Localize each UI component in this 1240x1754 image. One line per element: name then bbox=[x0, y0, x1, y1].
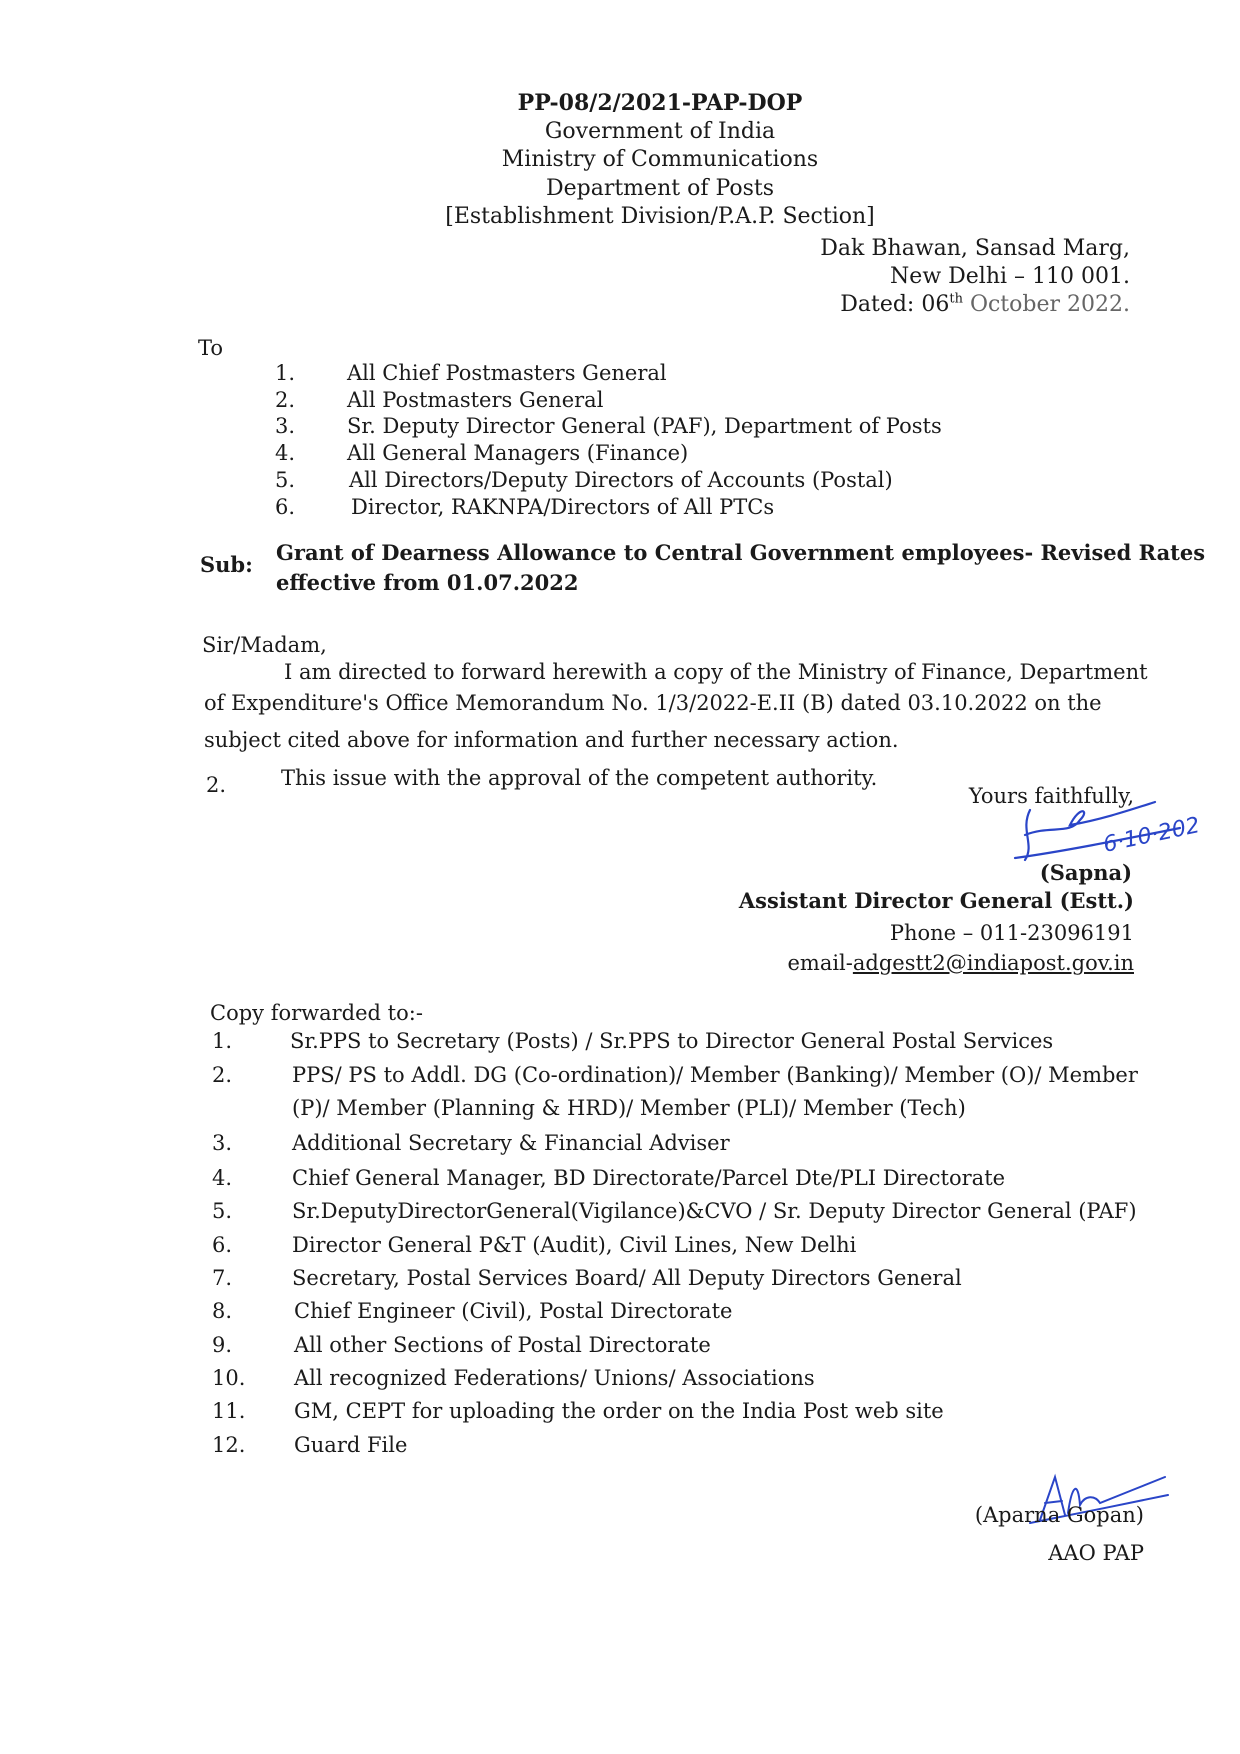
copy-item-text: Chief Engineer (Civil), Postal Directorate bbox=[294, 1299, 733, 1323]
copy-item-number: 2. bbox=[212, 1063, 233, 1087]
subject-label: Sub: bbox=[200, 552, 253, 577]
signatory-designation: Assistant Director General (Estt.) bbox=[738, 888, 1134, 913]
copy-forwarded-label: Copy forwarded to:- bbox=[210, 1001, 423, 1025]
copy-item-number: 10. bbox=[212, 1366, 246, 1390]
para2-text: This issue with the approval of the competent authority. bbox=[281, 766, 878, 790]
address-line-1: Dak Bhawan, Sansad Marg, bbox=[820, 236, 1130, 261]
to-item-number: 5. bbox=[275, 468, 296, 492]
signatory-name: (Sapna) bbox=[1039, 860, 1132, 885]
dated-label: Dated: bbox=[840, 292, 915, 317]
copy-item-text: Sr.DeputyDirectorGeneral(Vigilance)&CVO / Sr. Deputy Director General (PAF) bbox=[292, 1199, 1137, 1223]
signatory-email-line bbox=[787, 950, 1134, 976]
header-ministry: Ministry of Communications bbox=[501, 147, 819, 172]
to-item-text: Director, RAKNPA/Directors of All PTCs bbox=[351, 495, 775, 519]
to-label: To bbox=[198, 336, 224, 360]
to-item-text: All Postmasters General bbox=[347, 388, 604, 412]
signatory-phone: Phone – 011-23096191 bbox=[889, 921, 1134, 945]
subject-line-1: Grant of Dearness Allowance to Central Government employees- Revised Rates bbox=[276, 540, 1206, 565]
email-label: email- bbox=[787, 951, 853, 975]
copy-item-number: 1. bbox=[212, 1029, 233, 1053]
copy-item-number: 4. bbox=[212, 1166, 233, 1190]
para2-number: 2. bbox=[206, 773, 227, 797]
copy-item-number: 11. bbox=[212, 1399, 246, 1423]
copy-item-text: PPS/ PS to Addl. DG (Co-ordination)/ Member (Banking)/ Member (O)/ Member bbox=[292, 1063, 1138, 1087]
to-item-number: 4. bbox=[275, 441, 296, 465]
to-item-text: Sr. Deputy Director General (PAF), Department of Posts bbox=[347, 414, 942, 438]
date-rest: October 2022. bbox=[969, 292, 1130, 317]
copy-item-text: GM, CEPT for uploading the order on the India Post web site bbox=[294, 1399, 944, 1423]
to-item-number: 3. bbox=[275, 414, 296, 438]
closing: Yours faithfully, bbox=[968, 784, 1134, 808]
to-item-text: All Chief Postmasters General bbox=[347, 361, 667, 385]
signature-date-handwriting: 6·10·202 bbox=[1101, 813, 1203, 858]
copy-item-number: 5. bbox=[212, 1199, 233, 1223]
header-government: Government of India bbox=[544, 119, 776, 144]
to-item-number: 1. bbox=[275, 361, 296, 385]
copy-item-text: Director General P&T (Audit), Civil Lines, New Delhi bbox=[292, 1233, 857, 1257]
copy-item-text: All recognized Federations/ Unions/ Associations bbox=[294, 1366, 815, 1390]
copy-item-number: 8. bbox=[212, 1299, 233, 1323]
para1-line-1: I am directed to forward herewith a copy of the Ministry of Finance, Department bbox=[284, 660, 1148, 684]
address-line-2: New Delhi – 110 001. bbox=[890, 264, 1130, 289]
subject-line-2: effective from 01.07.2022 bbox=[276, 570, 579, 595]
date-line bbox=[840, 291, 1130, 319]
header-department: Department of Posts bbox=[545, 176, 775, 201]
footer-signatory-name: (Aparna Gopan) bbox=[974, 1503, 1144, 1527]
email-link[interactable]: adgestt2@indiapost.gov.in bbox=[852, 951, 1134, 975]
copy-item-number: 3. bbox=[212, 1131, 233, 1155]
copy-item-number: 9. bbox=[212, 1333, 233, 1357]
copy-item-text-line-2: (P)/ Member (Planning & HRD)/ Member (PLI)/ Member (Tech) bbox=[292, 1096, 966, 1120]
copy-item-text: All other Sections of Postal Directorate bbox=[294, 1333, 711, 1357]
copy-item-number: 7. bbox=[212, 1266, 233, 1290]
to-item-number: 2. bbox=[275, 388, 296, 412]
copy-item-text: Chief General Manager, BD Directorate/Parcel Dte/PLI Directorate bbox=[292, 1166, 1006, 1190]
to-item-text: All Directors/Deputy Directors of Accounts (Postal) bbox=[349, 468, 893, 492]
footer-signatory-designation: AAO PAP bbox=[1048, 1541, 1144, 1565]
salutation: Sir/Madam, bbox=[202, 633, 327, 657]
to-item-text: All General Managers (Finance) bbox=[347, 441, 689, 465]
para1-line-3: subject cited above for information and further necessary action. bbox=[204, 728, 899, 752]
copy-item-number: 12. bbox=[212, 1433, 246, 1457]
header-division: [Establishment Division/P.A.P. Section] bbox=[445, 204, 875, 229]
copy-item-text: Additional Secretary & Financial Adviser bbox=[292, 1131, 730, 1155]
copy-item-text: Secretary, Postal Services Board/ All Deputy Directors General bbox=[292, 1266, 962, 1290]
para1-line-2: of Expenditure's Office Memorandum No. 1/3/2022-E.II (B) dated 03.10.2022 on the bbox=[204, 691, 1102, 715]
date-day: 06 bbox=[921, 292, 950, 317]
file-number: PP-08/2/2021-PAP-DOP bbox=[517, 90, 803, 116]
copy-item-number: 6. bbox=[212, 1233, 233, 1257]
date-suffix: th bbox=[949, 291, 963, 307]
to-item-number: 6. bbox=[275, 495, 296, 519]
copy-item-text: Guard File bbox=[294, 1433, 408, 1457]
copy-item-text: Sr.PPS to Secretary (Posts) / Sr.PPS to Director General Postal Services bbox=[290, 1029, 1054, 1053]
